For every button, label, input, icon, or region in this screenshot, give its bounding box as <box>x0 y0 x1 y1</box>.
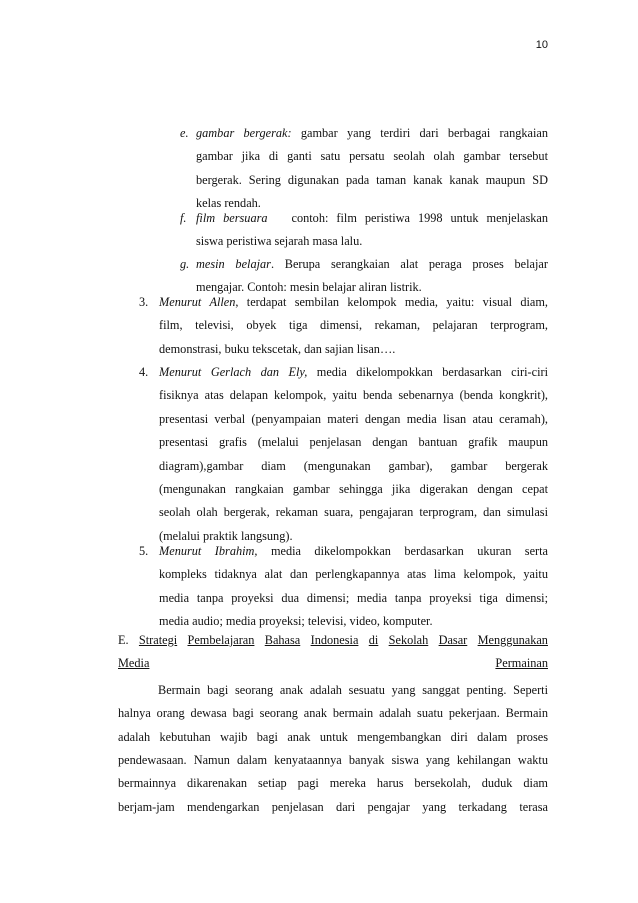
list-item-line: mengajar. Contoh: mesin belajar aliran listrik. <box>196 280 422 295</box>
paragraph-line: pendewasaan. Namun dalam kenyataannya banyak siswa yang kehilangan waktu <box>118 752 548 767</box>
heading-word: Pembelajaran <box>187 633 255 647</box>
list-number-3: 3. <box>139 295 149 309</box>
list-number-4: 4. <box>139 365 149 379</box>
heading-word: Sekolah <box>388 633 429 647</box>
list-item-line: bergerak. Sering digunakan pada taman kanak kanak maupun SD <box>196 172 548 187</box>
list-item-line: film, televisi, obyek tiga dimensi, rekaman, pelajaran terprogram, <box>159 318 548 333</box>
list-item-line: , terdapat sembilan kelompok media, yaitu: visual diam, <box>235 295 548 309</box>
list-item-line: kelas rendah. <box>196 196 261 211</box>
list-item-e <box>196 122 548 145</box>
paragraph-line: halnya orang dewasa bagi seorang anak bermain adalah suatu pekerjaan. Bermain <box>118 706 548 721</box>
list-item-line: fisiknya atas delapan kelompok, yaitu benda sebenarnya (benda kongkrit), <box>159 388 548 403</box>
heading-word: Permainan <box>495 656 548 670</box>
page-number: 10 <box>535 39 548 51</box>
list-item-line: kompleks tidaknya alat dan perlengkapannya atas lima kelompok, yaitu <box>159 567 548 582</box>
list-item-line: gambar yang terdiri dari berbagai rangkaian <box>300 126 548 140</box>
list-item-line: diagram),gambar diam (mengunakan gambar), gambar bergerak <box>159 458 548 473</box>
list-item-line: presentasi grafis (melalui penjelasan dengan bantuan grafik maupun <box>159 435 548 450</box>
heading-word: di <box>368 633 379 647</box>
list-item-line: (melalui praktik langsung). <box>159 528 293 543</box>
heading-word: Dasar <box>438 633 468 647</box>
paragraph-line: bermainnya dikarenakan setiap pagi mereka harus bersekolah, duduk diam <box>118 776 548 791</box>
paragraph-line: berjam-jam mendengarkan penjelasan dari pengajar yang terkadang terasa <box>118 799 548 814</box>
list-item-line: media tanpa proyeksi dua dimensi; media tanpa proyeksi tiga dimensi; <box>159 590 548 605</box>
list-item-term: Menurut Gerlach dan Ely, <box>159 365 308 379</box>
section-prefix: E. <box>118 633 129 647</box>
list-item-term: gambar bergerak: <box>196 126 292 140</box>
paragraph-line: adalah kebutuhan wajib bagi anak untuk mengembangkan diri dalam proses <box>118 729 548 744</box>
list-item-term: Menurut Allen <box>159 295 236 309</box>
heading-word: Bahasa <box>264 633 301 647</box>
list-item-term: Menurut Ibrahim, <box>159 544 258 558</box>
list-item-term: film bersuara <box>196 211 268 225</box>
paragraph-line: Bermain bagi seorang anak adalah sesuatu yang sanggat penting. Seperti <box>158 683 548 697</box>
list-item-line: media dikelompokkan berdasarkan ukuran serta <box>270 544 549 558</box>
list-item-line: presentasi verbal (penyampaian materi dengan media lisan atau ceramah), <box>159 411 548 426</box>
list-item-term: mesin belajar <box>196 257 271 271</box>
list-item-f <box>196 207 548 230</box>
heading-word: Strategi <box>138 633 178 647</box>
section-heading <box>118 629 548 652</box>
list-item-g <box>196 253 548 276</box>
list-item-line: gambar jika di ganti satu persatu seolah olah gambar tersebut <box>196 149 548 164</box>
list-number-5: 5. <box>139 544 149 558</box>
list-marker-f: f. <box>180 211 187 225</box>
list-marker-e: e. <box>180 126 189 140</box>
list-item-3 <box>159 291 548 314</box>
list-item-line: seolah olah bergerak, rekaman suara, pengajaran terprogram, dan simulasi <box>159 505 548 520</box>
list-item-line: (mengunakan rangkaian gambar sehingga jika digerakan dengan cepat <box>159 482 548 496</box>
list-item-line: contoh: film peristiwa 1998 untuk menjelaskan <box>291 211 548 225</box>
heading-word: Media <box>118 656 150 670</box>
heading-word: Menggunakan <box>477 633 548 647</box>
list-item-line: media dikelompokkan berdasarkan ciri-ciri <box>316 365 549 379</box>
list-item-line: media audio; media proyeksi; televisi, video, komputer. <box>159 614 433 629</box>
heading-word: Indonesia <box>310 633 359 647</box>
list-item-line: . Berupa serangkaian alat peraga proses belajar <box>270 257 548 271</box>
list-item-line: siswa peristiwa sejarah masa lalu. <box>196 234 363 249</box>
list-item-4 <box>159 361 548 384</box>
section-heading-continued <box>118 652 548 675</box>
list-marker-g: g. <box>180 257 190 271</box>
list-item-line: demonstrasi, buku tekscetak, dan sajian lisan…. <box>159 341 396 356</box>
list-item-5 <box>159 540 548 563</box>
